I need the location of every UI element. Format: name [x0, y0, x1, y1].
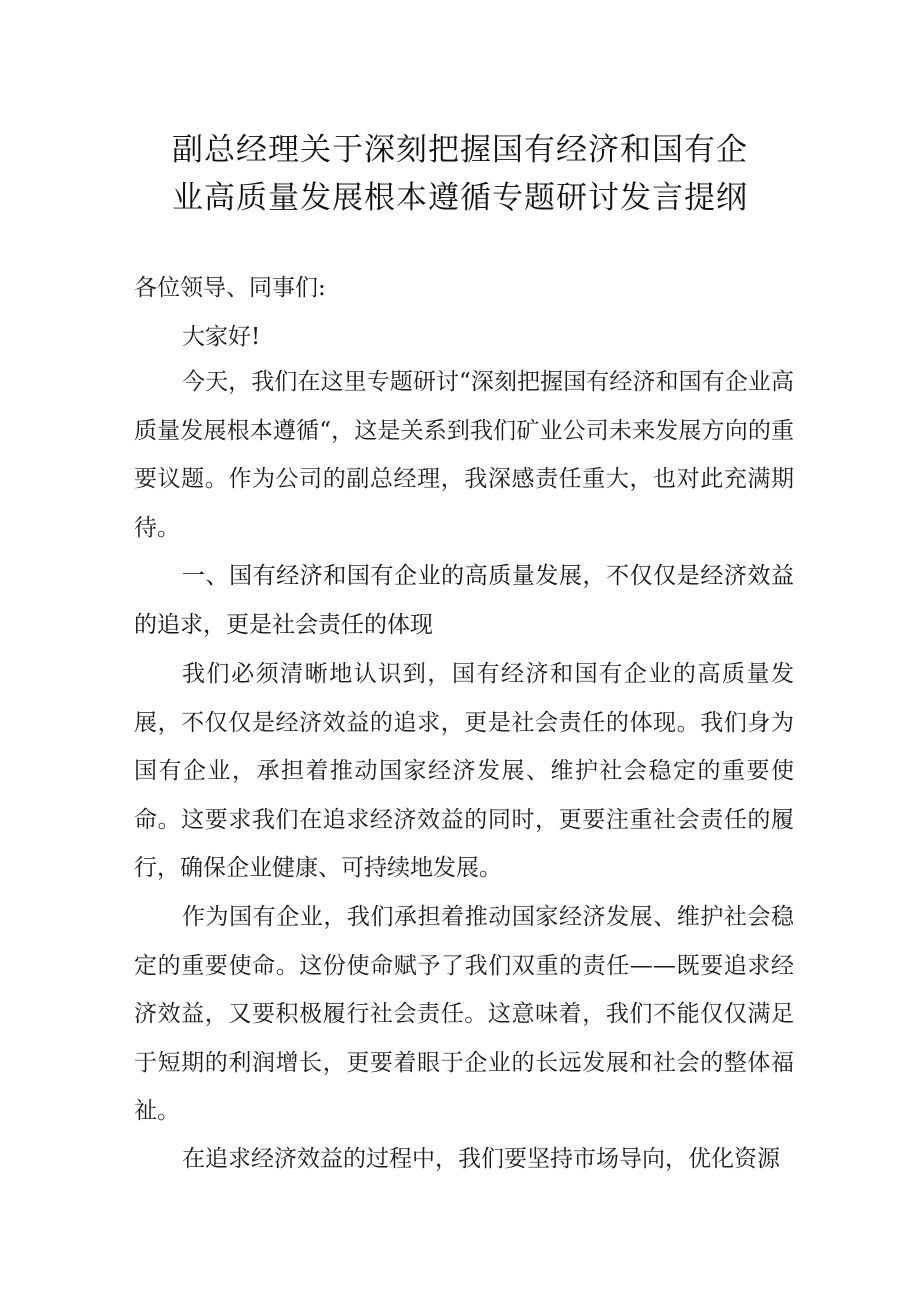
- salutation: 各位领导、同事们:: [134, 275, 326, 301]
- intro-paragraph: 今天，我们在这里专题研讨“深刻把握国有经济和国有企业高质量发展根本遵循“，这是关系到我们矿业公司未来发展方向的重要议题。作为公司的副总经理，我深感责任重大，也对此充满期待。: [134, 369, 794, 541]
- section-heading-1: 一、国有经济和国有企业的高质量发展，不仅仅是经济效益的追求，更是社会责任的体现: [134, 563, 794, 638]
- greeting: 大家好!: [182, 324, 261, 350]
- document-title-line-1: 副总经理关于深刻把握国有经济和国有企: [172, 132, 748, 168]
- body-paragraph: 我们必须清晰地认识到，国有经济和国有企业的高质量发展，不仅仅是经济效益的追求，更是社会责任的体现。我们身为国有企业，承担着推动国家经济发展、维护社会稳定的重要使命。这要求我们在追求经济效益的同时，更要注重社会责任的履行，确保企业健康、可持续地发展。: [134, 661, 794, 882]
- body-paragraph: 在追求经济效益的过程中，我们要坚持市场导向，优化资源: [182, 1146, 780, 1172]
- body-paragraph: 作为国有企业，我们承担着推动国家经济发展、维护社会稳定的重要使命。这份使命赋予了我们双重的责任——既要追求经济效益，又要积极履行社会责任。这意味着，我们不能仅仅满足于短期的利润增长，更要着眼于企业的长远发展和社会的整体福祉。: [134, 904, 794, 1125]
- document-title-line-2: 业高质量发展根本遵循专题研讨发言提纲: [172, 180, 748, 216]
